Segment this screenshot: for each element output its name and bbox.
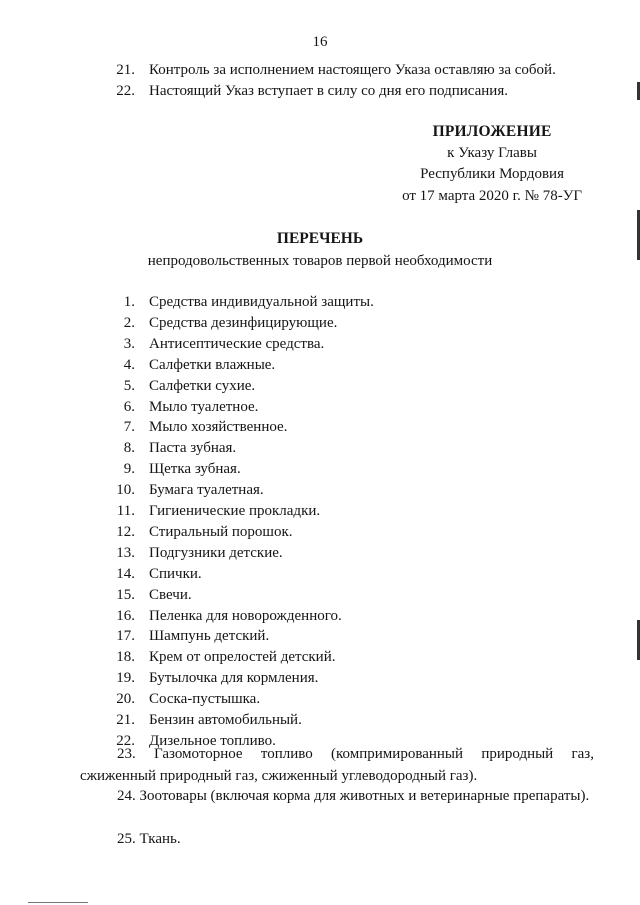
- item-text: Дизельное топливо.: [149, 732, 276, 749]
- item-text: Бутылочка для кормления.: [149, 670, 319, 687]
- item-number: 14.: [116, 565, 135, 582]
- item-number: 10.: [116, 482, 135, 499]
- item-text: Шампунь детский.: [149, 628, 270, 645]
- item-text: Спички.: [149, 565, 202, 582]
- item-text: Средства дезинфицирующие.: [149, 314, 338, 331]
- item-number: 1.: [123, 294, 135, 310]
- item-number: 16.: [116, 607, 135, 624]
- item-number: 20.: [116, 691, 135, 708]
- item-number: 22.: [116, 732, 135, 749]
- item-number: 17.: [116, 628, 135, 645]
- appendix-heading: ПРИЛОЖЕНИЕ: [432, 123, 552, 140]
- appendix-line: от 17 марта 2020 г. № 78-УГ: [402, 187, 582, 204]
- item-number: 9.: [123, 461, 135, 478]
- item-text: Антисептические средства.: [149, 335, 325, 352]
- appendix-line: Республики Мордовия: [420, 166, 564, 182]
- list-item-long: 24. Зоотовары (включая корма для животных и ветеринарные препараты).: [117, 788, 590, 804]
- item-text: Мыло хозяйственное.: [149, 419, 288, 436]
- item-number: 21.: [116, 712, 135, 728]
- list-subtitle: непродовольственных товаров первой необходимости: [147, 253, 493, 269]
- appendix-line: к Указу Главы: [447, 144, 537, 161]
- item-text: Соска-пустышка.: [149, 691, 261, 708]
- item-text: Мыло туалетное.: [149, 398, 259, 415]
- item-number: 8.: [123, 440, 135, 457]
- item-number: 19.: [116, 670, 135, 687]
- item-number: 21.: [116, 62, 135, 78]
- item-text: Крем от опрелостей детский.: [149, 649, 336, 666]
- item-text: Пеленка для новорожденного.: [149, 607, 342, 624]
- item-number: 11.: [116, 503, 135, 519]
- item-number: 3.: [123, 335, 135, 352]
- item-number: 2.: [123, 314, 135, 331]
- item-text: Свечи.: [149, 586, 192, 603]
- item-number: 15.: [116, 586, 135, 603]
- item-number: 5.: [123, 377, 135, 394]
- item-text: Подгузники детские.: [149, 544, 283, 561]
- item-text: Гигиенические прокладки.: [149, 503, 321, 519]
- item-text: Настоящий Указ вступает в силу со дня его подписания.: [149, 83, 508, 99]
- item-text: Бумага туалетная.: [149, 482, 264, 499]
- list-item-long: 23. Газомоторное топливо (компримированный природный газ, сжиженный природный газ, сжиженный углеводородный газ).: [80, 746, 594, 784]
- list-item-long: 25. Ткань.: [117, 831, 181, 847]
- item-text: Салфетки сухие.: [149, 377, 256, 394]
- item-number: 18.: [116, 649, 135, 666]
- item-number: 7.: [123, 419, 135, 436]
- scan-bottom-line: [28, 902, 88, 903]
- item-number: 4.: [123, 356, 135, 373]
- item-number: 6.: [123, 398, 135, 415]
- list-title: ПЕРЕЧЕНЬ: [276, 230, 364, 247]
- item-text: Щетка зубная.: [149, 461, 241, 478]
- item-number: 22.: [116, 83, 135, 99]
- item-text: Средства индивидуальной защиты.: [149, 294, 374, 310]
- item-text: Паста зубная.: [149, 440, 237, 457]
- item-text: Бензин автомобильный.: [149, 712, 302, 728]
- item-number: 13.: [116, 544, 135, 561]
- item-text: Контроль за исполнением настоящего Указа оставляю за собой.: [149, 62, 556, 78]
- item-number: 12.: [116, 523, 135, 540]
- item-text: Стиральный порошок.: [149, 523, 293, 540]
- page-number: 16: [312, 34, 328, 50]
- appendix-block: [402, 121, 582, 207]
- item-text: Салфетки влажные.: [149, 356, 276, 373]
